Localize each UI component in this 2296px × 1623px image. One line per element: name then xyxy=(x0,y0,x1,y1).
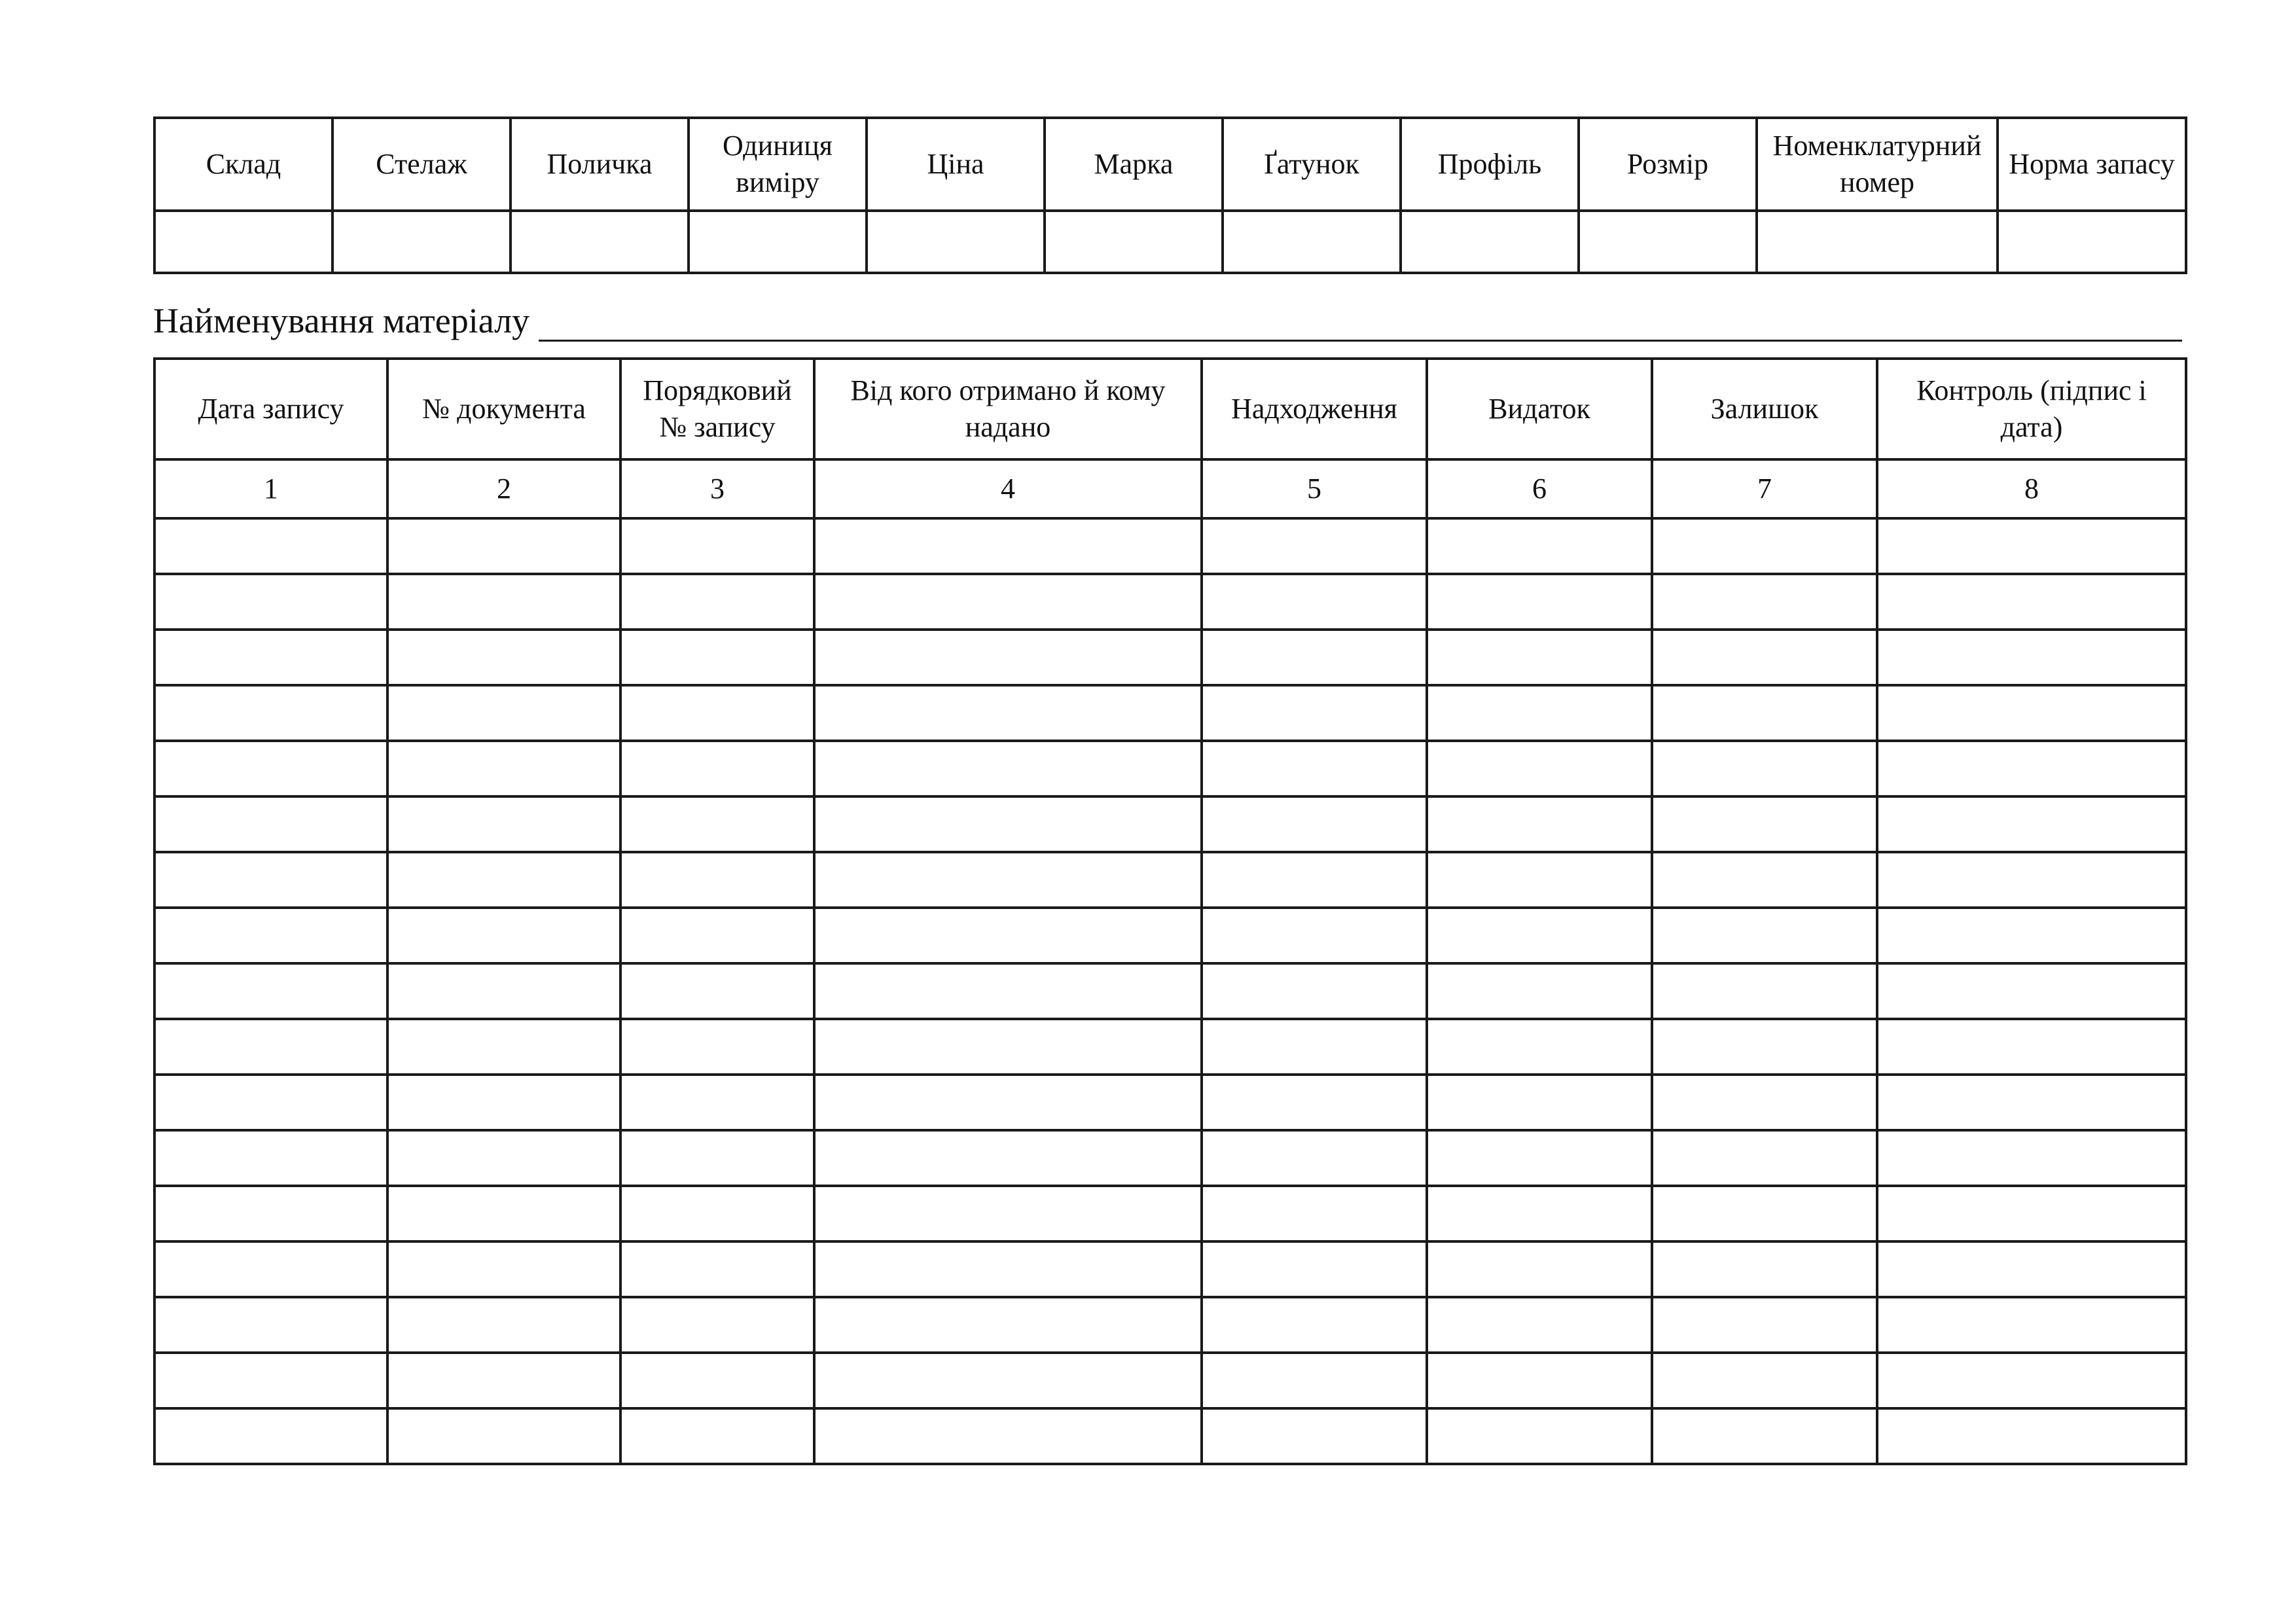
from-to-cell[interactable] xyxy=(814,685,1202,741)
header-shelf: Поличка xyxy=(511,118,689,211)
issue-cell[interactable] xyxy=(1427,518,1652,574)
table-row xyxy=(154,1186,2186,1241)
material-name-label: Найменування матеріалу xyxy=(153,301,530,340)
balance-cell[interactable] xyxy=(1652,852,1877,908)
header-item-number: Номенклатурний номер xyxy=(1757,118,1998,211)
entry-sequence-cell[interactable] xyxy=(620,963,814,1019)
document-number-cell[interactable] xyxy=(387,1019,620,1075)
entry-date-cell[interactable] xyxy=(154,518,387,574)
issue-cell[interactable] xyxy=(1427,1075,1652,1130)
entry-date-cell[interactable] xyxy=(154,1130,387,1186)
entry-sequence-cell[interactable] xyxy=(620,685,814,741)
entry-date-cell[interactable] xyxy=(154,1241,387,1297)
header-stock-norm: Норма запасу xyxy=(1998,118,2186,211)
header-document-number: № документа xyxy=(387,359,620,459)
from-to-cell[interactable] xyxy=(814,796,1202,852)
stock-norm-cell[interactable] xyxy=(1998,211,2186,273)
receipt-cell[interactable] xyxy=(1202,963,1427,1019)
brand-cell[interactable] xyxy=(1045,211,1223,273)
balance-cell[interactable] xyxy=(1652,1019,1877,1075)
column-number-row xyxy=(154,459,2186,518)
table-row xyxy=(154,963,2186,1019)
warehouse-cell[interactable] xyxy=(154,211,332,273)
material-record-table xyxy=(153,357,2187,1465)
control-cell[interactable] xyxy=(1877,1186,2186,1241)
entry-sequence-cell[interactable] xyxy=(620,796,814,852)
entry-date-cell[interactable] xyxy=(154,685,387,741)
control-cell[interactable] xyxy=(1877,574,2186,630)
issue-cell[interactable] xyxy=(1427,1353,1652,1408)
balance-cell[interactable] xyxy=(1652,1353,1877,1408)
entry-sequence-cell[interactable] xyxy=(620,1353,814,1408)
issue-cell[interactable] xyxy=(1427,741,1652,796)
from-to-cell[interactable] xyxy=(814,1075,1202,1130)
entry-date-cell[interactable] xyxy=(154,1075,387,1130)
balance-cell[interactable] xyxy=(1652,1186,1877,1241)
receipt-cell[interactable] xyxy=(1202,518,1427,574)
control-cell[interactable] xyxy=(1877,1408,2186,1464)
material-name-underline[interactable] xyxy=(539,300,2182,342)
header-size: Розмір xyxy=(1579,118,1757,211)
issue-cell[interactable] xyxy=(1427,685,1652,741)
receipt-cell[interactable] xyxy=(1202,741,1427,796)
entry-date-cell[interactable] xyxy=(154,908,387,963)
document-number-cell[interactable] xyxy=(387,796,620,852)
from-to-cell[interactable] xyxy=(814,741,1202,796)
from-to-cell[interactable] xyxy=(814,963,1202,1019)
balance-cell[interactable] xyxy=(1652,685,1877,741)
entry-sequence-cell[interactable] xyxy=(620,1408,814,1464)
entry-sequence-cell[interactable] xyxy=(620,1075,814,1130)
header-rack: Стелаж xyxy=(332,118,511,211)
unit-cell[interactable] xyxy=(689,211,867,273)
document-number-cell[interactable] xyxy=(387,1408,620,1464)
issue-cell[interactable] xyxy=(1427,574,1652,630)
control-cell[interactable] xyxy=(1877,1130,2186,1186)
entry-date-cell[interactable] xyxy=(154,1297,387,1353)
issue-cell[interactable] xyxy=(1427,1130,1652,1186)
column-number: 3 xyxy=(620,459,814,518)
rack-cell[interactable] xyxy=(332,211,511,273)
entry-date-cell[interactable] xyxy=(154,630,387,685)
from-to-cell[interactable] xyxy=(814,1408,1202,1464)
header-warehouse: Склад xyxy=(154,118,332,211)
entry-date-cell[interactable] xyxy=(154,1353,387,1408)
entry-sequence-cell[interactable] xyxy=(620,1297,814,1353)
table-row xyxy=(154,1075,2186,1130)
issue-cell[interactable] xyxy=(1427,796,1652,852)
balance-cell[interactable] xyxy=(1652,1241,1877,1297)
record-body xyxy=(154,518,2186,1464)
entry-sequence-cell[interactable] xyxy=(620,1130,814,1186)
control-cell[interactable] xyxy=(1877,852,2186,908)
receipt-cell[interactable] xyxy=(1202,630,1427,685)
control-cell[interactable] xyxy=(1877,1019,2186,1075)
size-cell[interactable] xyxy=(1579,211,1757,273)
entry-sequence-cell[interactable] xyxy=(620,741,814,796)
header-profile: Профіль xyxy=(1401,118,1579,211)
issue-cell[interactable] xyxy=(1427,630,1652,685)
table-row xyxy=(154,796,2186,852)
control-cell[interactable] xyxy=(1877,741,2186,796)
from-to-cell[interactable] xyxy=(814,1186,1202,1241)
balance-cell[interactable] xyxy=(1652,908,1877,963)
entry-date-cell[interactable] xyxy=(154,796,387,852)
entry-sequence-cell[interactable] xyxy=(620,630,814,685)
entry-sequence-cell[interactable] xyxy=(620,852,814,908)
table-row xyxy=(154,741,2186,796)
material-name-field[interactable] xyxy=(153,289,2182,342)
control-cell[interactable] xyxy=(1877,1297,2186,1353)
balance-cell[interactable] xyxy=(1652,1130,1877,1186)
document-number-cell[interactable] xyxy=(387,574,620,630)
issue-cell[interactable] xyxy=(1427,1186,1652,1241)
control-cell[interactable] xyxy=(1877,1241,2186,1297)
issue-cell[interactable] xyxy=(1427,1408,1652,1464)
record-header-row xyxy=(154,359,2186,459)
item-number-cell[interactable] xyxy=(1757,211,1998,273)
from-to-cell[interactable] xyxy=(814,1019,1202,1075)
document-number-cell[interactable] xyxy=(387,1353,620,1408)
balance-cell[interactable] xyxy=(1652,1297,1877,1353)
header-brand: Марка xyxy=(1045,118,1223,211)
document-number-cell[interactable] xyxy=(387,852,620,908)
document-number-cell[interactable] xyxy=(387,1075,620,1130)
balance-cell[interactable] xyxy=(1652,1075,1877,1130)
from-to-cell[interactable] xyxy=(814,1353,1202,1408)
column-number: 4 xyxy=(814,459,1202,518)
document-number-cell[interactable] xyxy=(387,1241,620,1297)
balance-cell[interactable] xyxy=(1652,630,1877,685)
entry-date-cell[interactable] xyxy=(154,1186,387,1241)
from-to-cell[interactable] xyxy=(814,518,1202,574)
table-row xyxy=(154,1130,2186,1186)
header-receipt: Надходження xyxy=(1202,359,1427,459)
entry-sequence-cell[interactable] xyxy=(620,518,814,574)
document-number-cell[interactable] xyxy=(387,1130,620,1186)
issue-cell[interactable] xyxy=(1427,963,1652,1019)
column-number: 2 xyxy=(387,459,620,518)
from-to-cell[interactable] xyxy=(814,574,1202,630)
price-cell[interactable] xyxy=(867,211,1045,273)
storage-input-row xyxy=(154,211,2186,273)
entry-sequence-cell[interactable] xyxy=(620,1241,814,1297)
issue-cell[interactable] xyxy=(1427,908,1652,963)
header-grade: Ґатунок xyxy=(1223,118,1401,211)
receipt-cell[interactable] xyxy=(1202,908,1427,963)
document-number-cell[interactable] xyxy=(387,1186,620,1241)
document-number-cell[interactable] xyxy=(387,741,620,796)
control-cell[interactable] xyxy=(1877,796,2186,852)
header-price: Ціна xyxy=(867,118,1045,211)
balance-cell[interactable] xyxy=(1652,741,1877,796)
receipt-cell[interactable] xyxy=(1202,796,1427,852)
from-to-cell[interactable] xyxy=(814,630,1202,685)
header-issue: Видаток xyxy=(1427,359,1652,459)
table-row xyxy=(154,518,2186,574)
entry-date-cell[interactable] xyxy=(154,741,387,796)
entry-date-cell[interactable] xyxy=(154,963,387,1019)
entry-sequence-cell[interactable] xyxy=(620,908,814,963)
table-row xyxy=(154,630,2186,685)
entry-sequence-cell[interactable] xyxy=(620,1186,814,1241)
header-entry-date: Дата запису xyxy=(154,359,387,459)
entry-sequence-cell[interactable] xyxy=(620,574,814,630)
table-row xyxy=(154,1408,2186,1464)
from-to-cell[interactable] xyxy=(814,1241,1202,1297)
table-row xyxy=(154,908,2186,963)
receipt-cell[interactable] xyxy=(1202,1408,1427,1464)
entry-date-cell[interactable] xyxy=(154,1408,387,1464)
column-number: 8 xyxy=(1877,459,2186,518)
from-to-cell[interactable] xyxy=(814,908,1202,963)
storage-header-row xyxy=(154,118,2186,211)
issue-cell[interactable] xyxy=(1427,1019,1652,1075)
receipt-cell[interactable] xyxy=(1202,574,1427,630)
column-number: 7 xyxy=(1652,459,1877,518)
control-cell[interactable] xyxy=(1877,963,2186,1019)
balance-cell[interactable] xyxy=(1652,518,1877,574)
header-unit: Одиниця виміру xyxy=(689,118,867,211)
balance-cell[interactable] xyxy=(1652,796,1877,852)
document-number-cell[interactable] xyxy=(387,963,620,1019)
balance-cell[interactable] xyxy=(1652,1408,1877,1464)
control-cell[interactable] xyxy=(1877,1353,2186,1408)
control-cell[interactable] xyxy=(1877,685,2186,741)
entry-date-cell[interactable] xyxy=(154,852,387,908)
receipt-cell[interactable] xyxy=(1202,1241,1427,1297)
document-number-cell[interactable] xyxy=(387,518,620,574)
header-entry-sequence: Порядковий № запису xyxy=(620,359,814,459)
issue-cell[interactable] xyxy=(1427,1297,1652,1353)
issue-cell[interactable] xyxy=(1427,1241,1652,1297)
document-number-cell[interactable] xyxy=(387,1297,620,1353)
storage-info-table xyxy=(153,116,2187,274)
from-to-cell[interactable] xyxy=(814,852,1202,908)
document-number-cell[interactable] xyxy=(387,630,620,685)
receipt-cell[interactable] xyxy=(1202,1297,1427,1353)
receipt-cell[interactable] xyxy=(1202,1130,1427,1186)
control-cell[interactable] xyxy=(1877,908,2186,963)
control-cell[interactable] xyxy=(1877,1075,2186,1130)
profile-cell[interactable] xyxy=(1401,211,1579,273)
from-to-cell[interactable] xyxy=(814,1130,1202,1186)
balance-cell[interactable] xyxy=(1652,574,1877,630)
table-row xyxy=(154,685,2186,741)
table-row xyxy=(154,574,2186,630)
receipt-cell[interactable] xyxy=(1202,1186,1427,1241)
shelf-cell[interactable] xyxy=(511,211,689,273)
receipt-cell[interactable] xyxy=(1202,685,1427,741)
table-row xyxy=(154,1297,2186,1353)
table-row xyxy=(154,852,2186,908)
receipt-cell[interactable] xyxy=(1202,1019,1427,1075)
entry-sequence-cell[interactable] xyxy=(620,1019,814,1075)
receipt-cell[interactable] xyxy=(1202,1075,1427,1130)
document-number-cell[interactable] xyxy=(387,685,620,741)
grade-cell[interactable] xyxy=(1223,211,1401,273)
control-cell[interactable] xyxy=(1877,518,2186,574)
issue-cell[interactable] xyxy=(1427,852,1652,908)
entry-date-cell[interactable] xyxy=(154,574,387,630)
column-number: 5 xyxy=(1202,459,1427,518)
receipt-cell[interactable] xyxy=(1202,1353,1427,1408)
balance-cell[interactable] xyxy=(1652,963,1877,1019)
receipt-cell[interactable] xyxy=(1202,852,1427,908)
column-number: 1 xyxy=(154,459,387,518)
entry-date-cell[interactable] xyxy=(154,1019,387,1075)
table-row xyxy=(154,1353,2186,1408)
column-number: 6 xyxy=(1427,459,1652,518)
header-from-to: Від кого отримано й кому надано xyxy=(814,359,1202,459)
control-cell[interactable] xyxy=(1877,630,2186,685)
header-control: Контроль (підпис і дата) xyxy=(1877,359,2186,459)
from-to-cell[interactable] xyxy=(814,1297,1202,1353)
document-number-cell[interactable] xyxy=(387,908,620,963)
header-balance: Залишок xyxy=(1652,359,1877,459)
table-row xyxy=(154,1241,2186,1297)
table-row xyxy=(154,1019,2186,1075)
